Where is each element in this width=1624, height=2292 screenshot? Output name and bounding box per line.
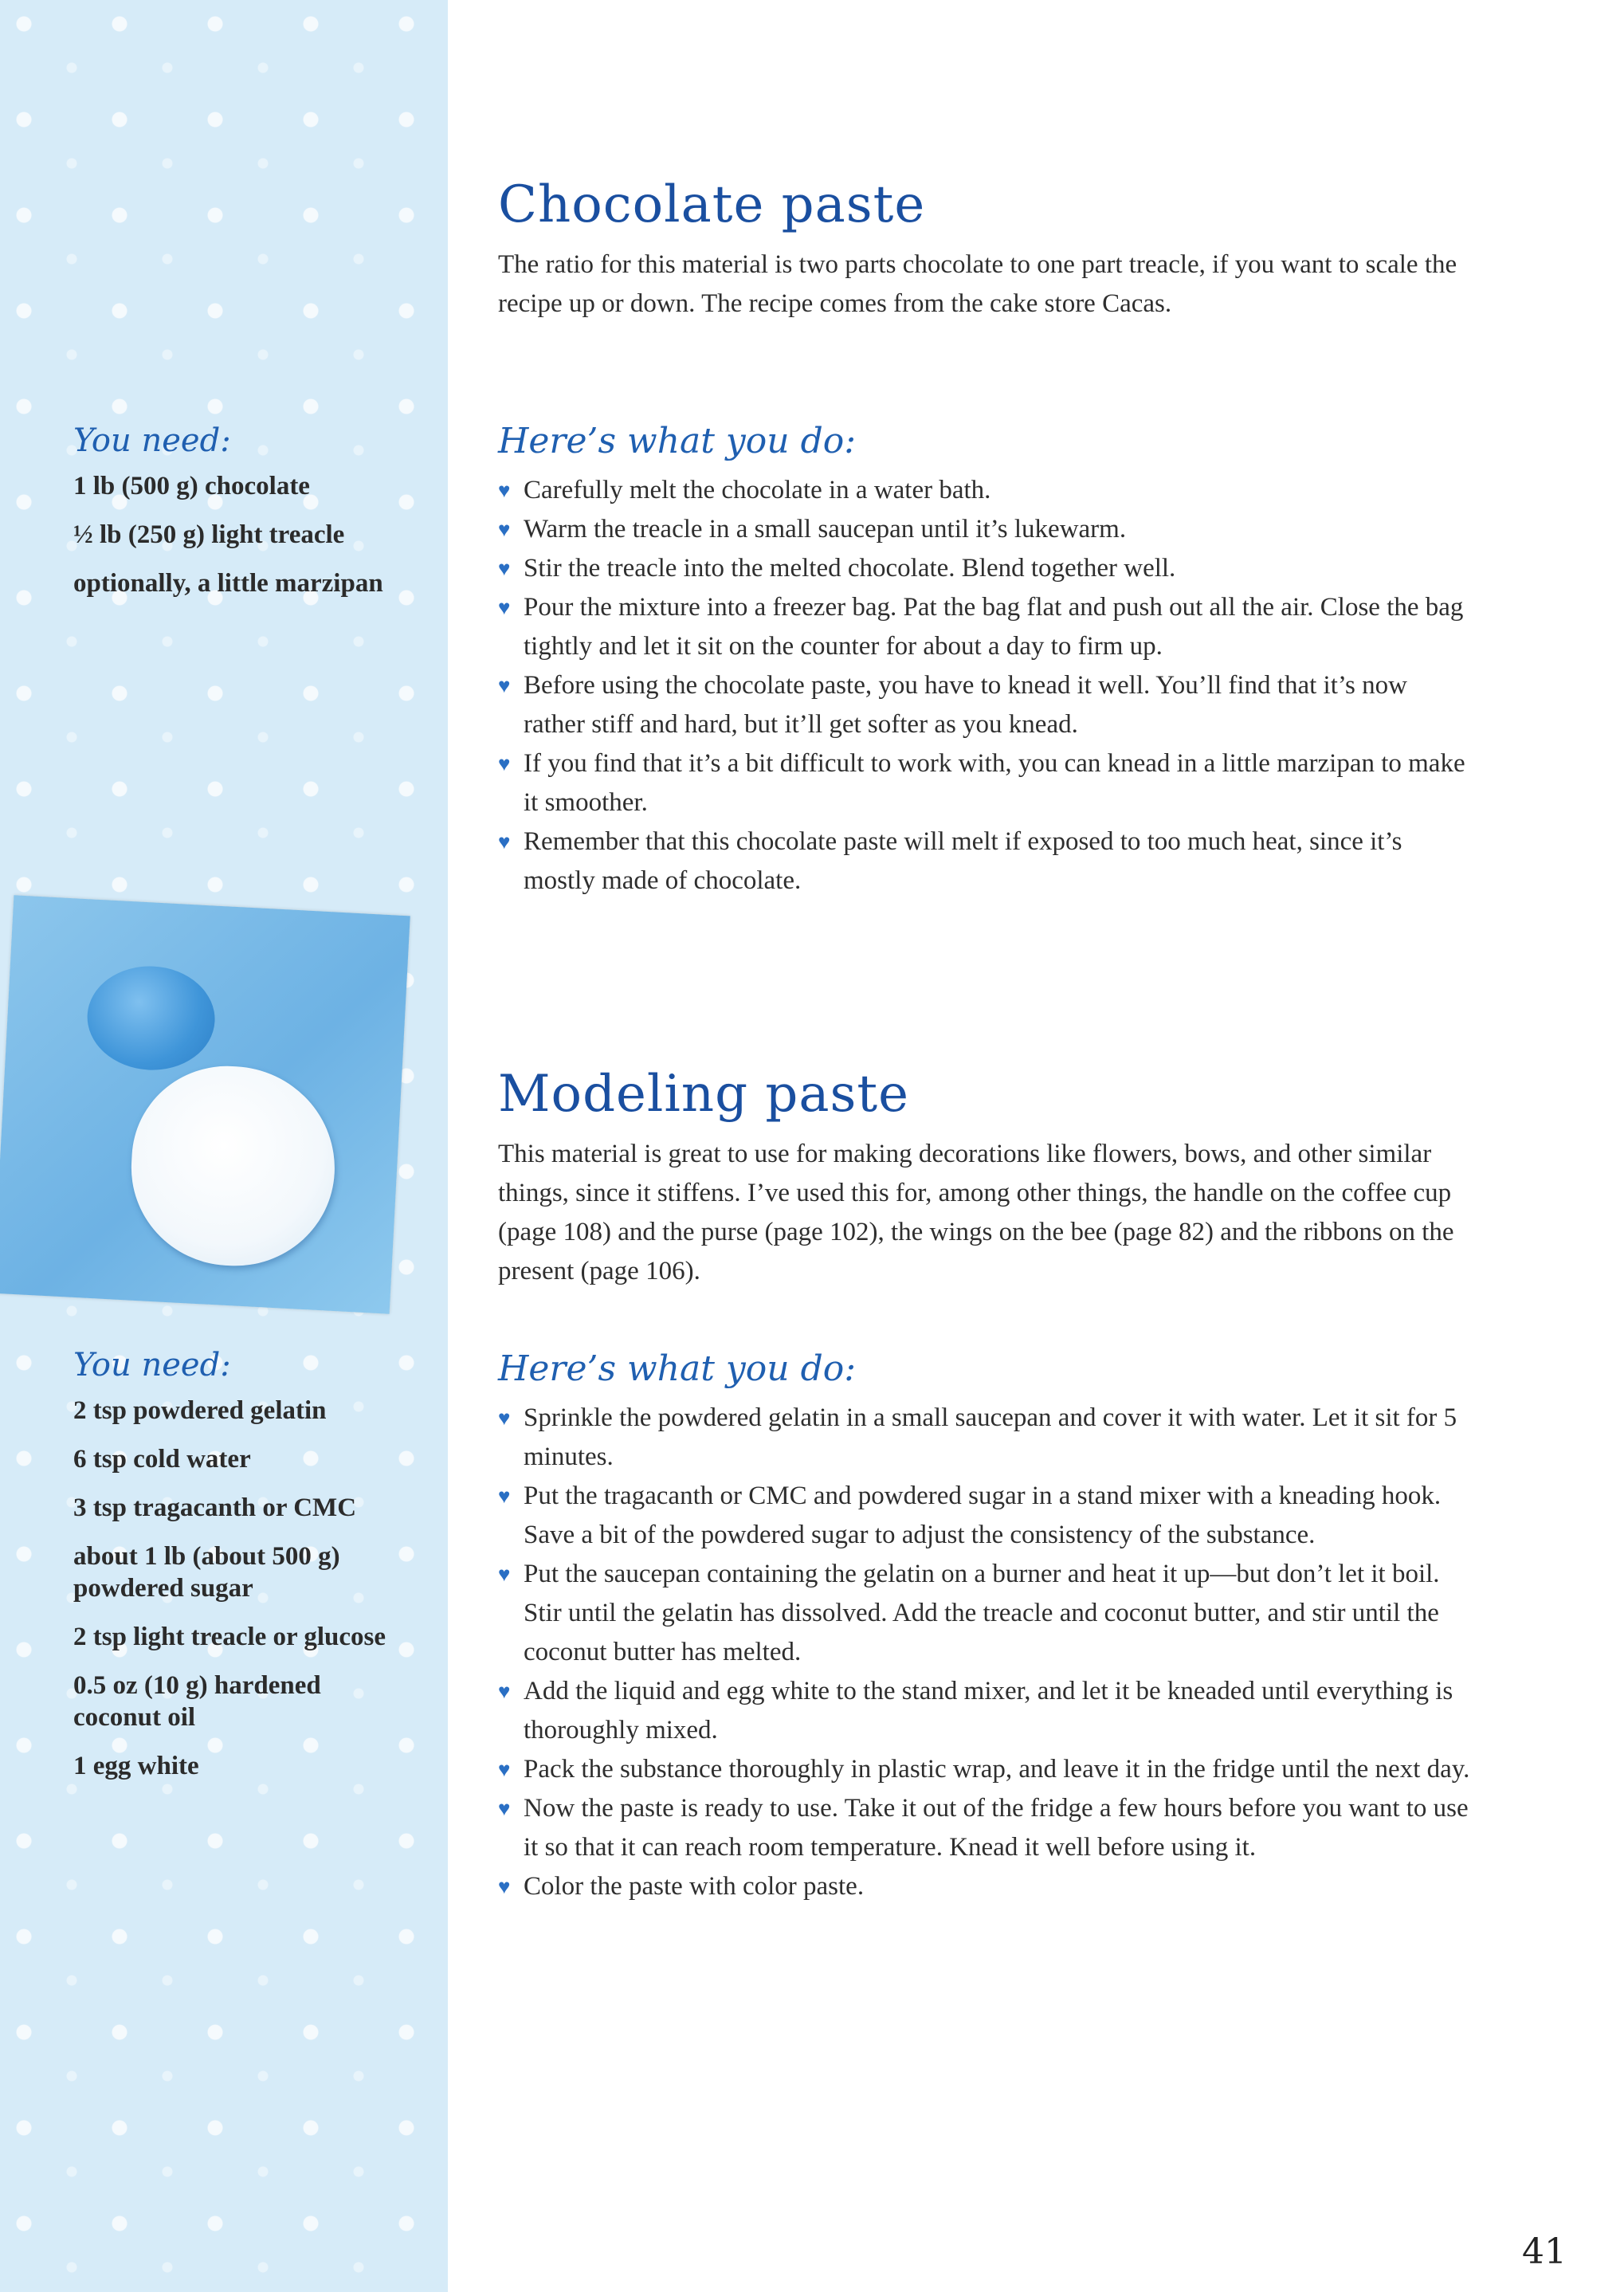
ingredient-item: 1 lb (500 g) chocolate xyxy=(73,472,310,500)
step-item: ♥ Now the paste is ready to use. Take it out of the fridge a few hours before you want to use it so that it can reach room temperature. Knead it well before using it. xyxy=(498,1789,1470,1867)
modeling-paste-title: Modeling paste xyxy=(498,1065,909,1124)
blue-paste-ball xyxy=(84,963,218,1073)
chocolate-paste-title: Chocolate paste xyxy=(498,175,926,234)
step-item: ♥ Stir the treacle into the melted chocolate. Blend together well. xyxy=(498,549,1470,588)
ingredient-item: 6 tsp cold water xyxy=(73,1445,251,1474)
modeling-steps-section xyxy=(498,1348,1470,1906)
heart-bullet-icon: ♥ xyxy=(498,1875,511,1898)
step-item: ♥ Pour the mixture into a freezer bag. Pat the bag flat and push out all the air. Close the bag tightly and let it sit on the counter for about a day to firm up. xyxy=(498,588,1470,666)
chocolate-steps-title: Here’s what you do: xyxy=(498,421,857,461)
step-item: ♥ Add the liquid and egg white to the stand mixer, and let it be kneaded until everything is thoroughly mixed. xyxy=(498,1672,1470,1750)
heart-bullet-icon: ♥ xyxy=(498,1407,511,1430)
step-item: ♥ Color the paste with color paste. xyxy=(498,1867,1470,1906)
white-paste-disc xyxy=(127,1062,340,1271)
ingredient-item: ½ lb (250 g) light treacle xyxy=(73,520,345,549)
chocolate-need-title: You need: xyxy=(73,422,231,459)
ingredient-item: 2 tsp powdered gelatin xyxy=(73,1396,327,1425)
heart-bullet-icon: ♥ xyxy=(498,674,511,697)
chocolate-paste-section xyxy=(498,175,1470,324)
ingredient-item: 1 egg white xyxy=(73,1752,199,1780)
step-item: ♥ Sprinkle the powdered gelatin in a small saucepan and cover it with water. Let it sit for 5 minutes. xyxy=(498,1399,1470,1477)
heart-bullet-icon: ♥ xyxy=(498,1485,511,1508)
heart-bullet-icon: ♥ xyxy=(498,1563,511,1586)
step-item: ♥ Remember that this chocolate paste will melt if exposed to too much heat, since it’s mostly made of chocolate. xyxy=(498,822,1470,901)
modeling-ingredients xyxy=(73,1347,448,1799)
modeling-paste-intro: This material is great to use for making decorations like flowers, bows, and other similar things, since it stiffens. I’ve used this for, among other things, the handle on the coffee cup (page 108) and the purse (page 102), the wings on the bee (page 82) and the ribbons on the present (page 106). xyxy=(498,1140,1454,1285)
paste-photo xyxy=(0,895,410,1313)
ingredient-item: about 1 lb (about 500 g) powdered sugar xyxy=(73,1542,340,1603)
step-item: ♥ Warm the treacle in a small saucepan until it’s lukewarm. xyxy=(498,510,1470,549)
heart-bullet-icon: ♥ xyxy=(498,1758,511,1781)
modeling-steps-list xyxy=(498,1399,1470,1906)
heart-bullet-icon: ♥ xyxy=(498,518,511,541)
chocolate-ingredients xyxy=(73,422,448,616)
heart-bullet-icon: ♥ xyxy=(498,557,511,580)
step-item: ♥ Pack the substance thoroughly in plastic wrap, and leave it in the fridge until the next day. xyxy=(498,1750,1470,1789)
ingredient-item: optionally, a little marzipan xyxy=(73,569,383,598)
modeling-steps-title: Here’s what you do: xyxy=(498,1348,857,1389)
modeling-ingredient-list xyxy=(73,1395,448,1782)
page-number: 41 xyxy=(1522,2231,1567,2272)
ingredient-item: 3 tsp tragacanth or CMC xyxy=(73,1493,357,1522)
modeling-paste-section xyxy=(498,1065,1470,1291)
step-item: ♥ Carefully melt the chocolate in a water bath. xyxy=(498,471,1470,510)
chocolate-paste-intro: The ratio for this material is two parts chocolate to one part treacle, if you want to scale the recipe up or down. The recipe comes from the cake store Cacas. xyxy=(498,250,1457,318)
step-item: ♥ Before using the chocolate paste, you have to knead it well. You’ll find that it’s now rather stiff and hard, but it’ll get softer as you knead. xyxy=(498,666,1470,744)
heart-bullet-icon: ♥ xyxy=(498,596,511,619)
step-item: ♥ Put the saucepan containing the gelatin on a burner and heat it up—but don’t let it boil. Stir until the gelatin has dissolved. Add the treacle and coconut butter, and stir until the coconut butter has melted. xyxy=(498,1555,1470,1672)
heart-bullet-icon: ♥ xyxy=(498,479,511,502)
heart-bullet-icon: ♥ xyxy=(498,752,511,775)
heart-bullet-icon: ♥ xyxy=(498,1680,511,1703)
chocolate-steps-section xyxy=(498,421,1470,901)
heart-bullet-icon: ♥ xyxy=(498,830,511,854)
chocolate-ingredient-list xyxy=(73,470,448,599)
step-item: ♥ If you find that it’s a bit difficult to work with, you can knead in a little marzipan to make it smoother. xyxy=(498,744,1470,822)
ingredient-item: 2 tsp light treacle or glucose xyxy=(73,1623,386,1651)
step-item: ♥ Put the tragacanth or CMC and powdered sugar in a stand mixer with a kneading hook. Save a bit of the powdered sugar to adjust the consistency of the substance. xyxy=(498,1477,1470,1555)
chocolate-steps-list xyxy=(498,471,1470,901)
heart-bullet-icon: ♥ xyxy=(498,1797,511,1820)
modeling-need-title: You need: xyxy=(73,1347,231,1383)
ingredient-item: 0.5 oz (10 g) hardened coconut oil xyxy=(73,1671,321,1732)
